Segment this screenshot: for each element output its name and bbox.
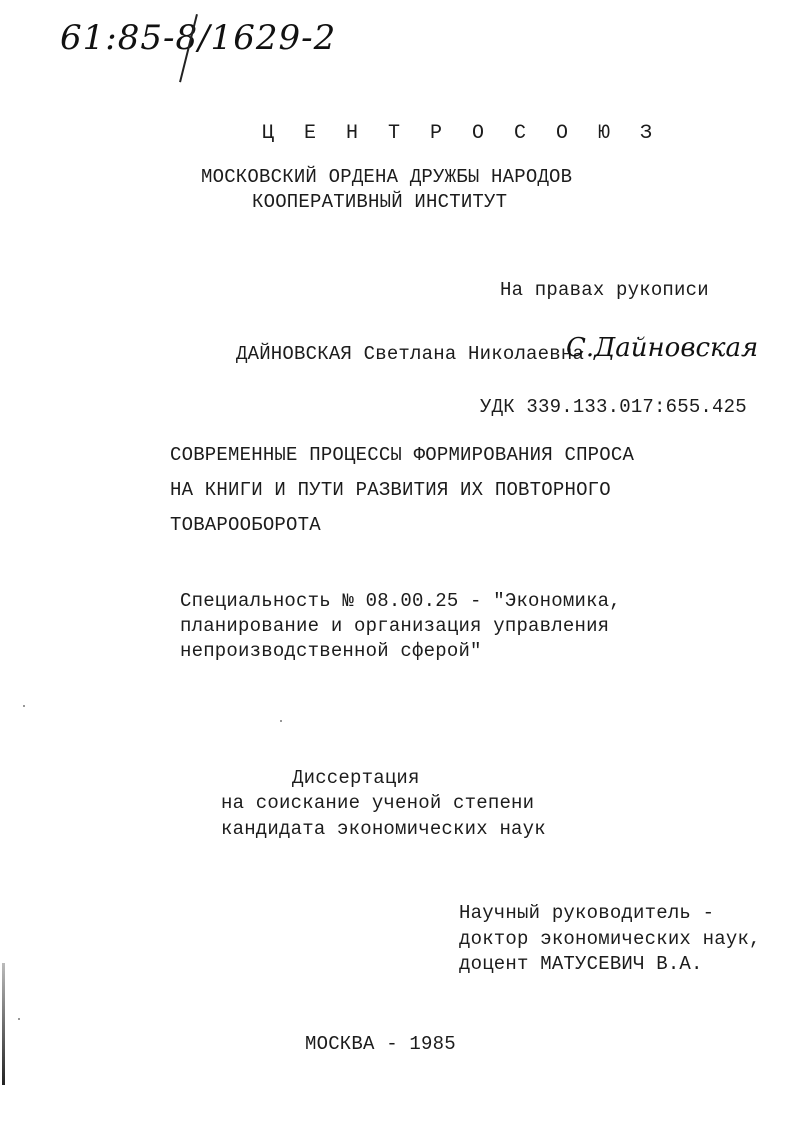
supervisor-line-2: доктор экономических наук,: [459, 928, 761, 950]
dissertation-title-line-1: СОВРЕМЕННЫЕ ПРОЦЕССЫ ФОРМИРОВАНИЯ СПРОСА: [170, 444, 635, 466]
degree-line-2: на соискание ученой степени: [221, 792, 535, 814]
scan-speck: [280, 720, 282, 722]
organization-name: Ц Е Н Т Р О С О Ю З: [262, 122, 662, 145]
degree-line-3: кандидата экономических наук: [221, 818, 546, 840]
supervisor-line-3: доцент МАТУСЕВИЧ В.А.: [459, 953, 703, 975]
dissertation-title-line-3: ТОВАРООБОРОТА: [170, 514, 321, 536]
degree-line-1: Диссертация: [292, 767, 420, 789]
supervisor-line-1: Научный руководитель -: [459, 902, 715, 924]
specialty-line-1: Специальность № 08.00.25 - "Экономика,: [180, 590, 621, 612]
institute-name-line-2: КООПЕРАТИВНЫЙ ИНСТИТУТ: [252, 191, 508, 213]
manuscript-rights-note: На правах рукописи: [500, 279, 709, 301]
author-signature: С.Дайновская: [566, 333, 759, 363]
handwritten-archive-code: 61:85-8/1629-2: [60, 18, 337, 58]
institute-name-line-1: МОСКОВСКИЙ ОРДЕНА ДРУЖБЫ НАРОДОВ: [201, 166, 573, 188]
city-year: МОСКВА - 1985: [305, 1033, 456, 1055]
scan-speck: [18, 1018, 20, 1020]
scan-speck: [23, 705, 25, 707]
specialty-line-2: планирование и организация управления: [180, 615, 610, 637]
scan-margin-line: [2, 963, 5, 1085]
udc-code: УДК 339.133.017:655.425: [480, 396, 747, 418]
author-name: ДАЙНОВСКАЯ Светлана Николаевна: [236, 343, 585, 365]
dissertation-title-line-2: НА КНИГИ И ПУТИ РАЗВИТИЯ ИХ ПОВТОРНОГО: [170, 479, 611, 501]
specialty-line-3: непроизводственной сферой": [180, 640, 482, 662]
